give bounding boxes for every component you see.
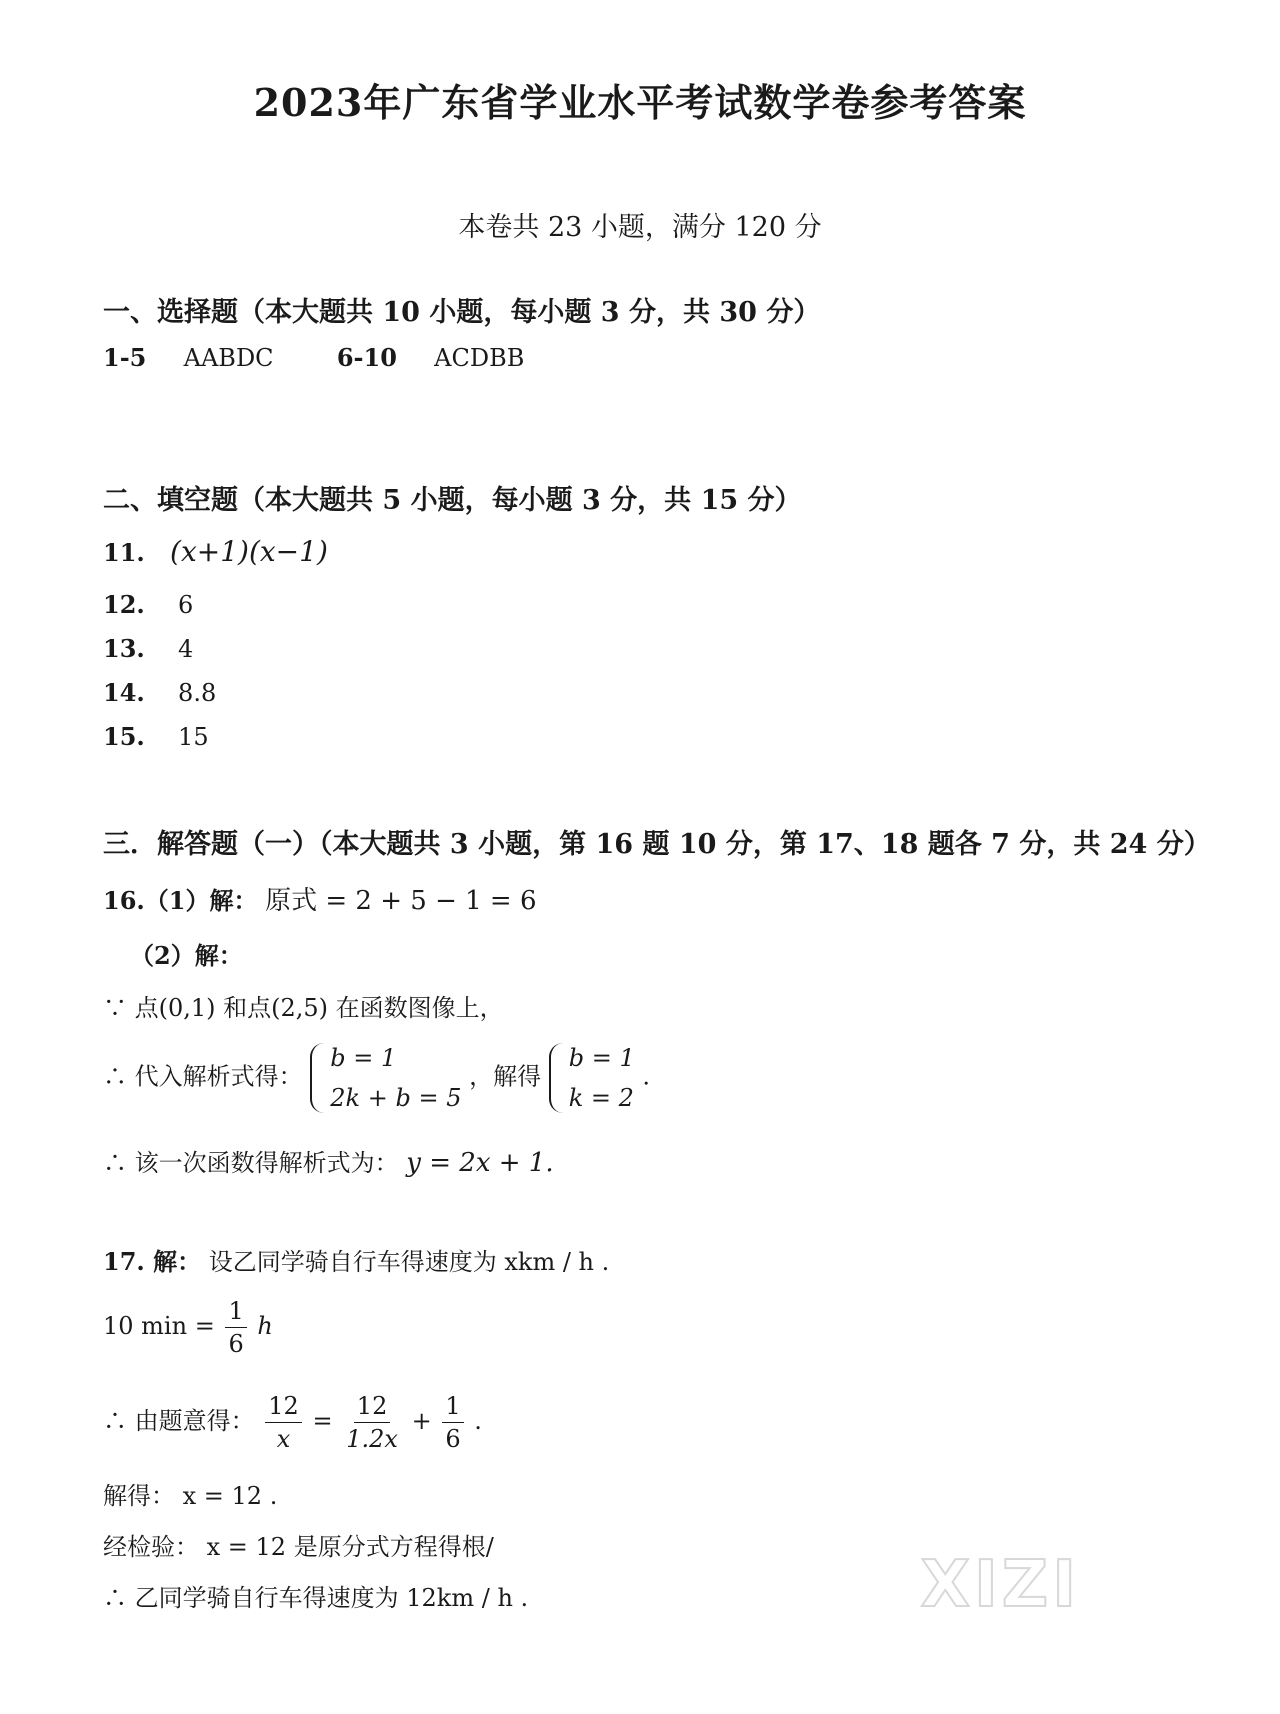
fill-item-13: [103, 634, 193, 663]
fraction-denominator: 6: [445, 1425, 461, 1453]
item-answer: 8.8: [178, 679, 217, 707]
q17-line3: [103, 1390, 482, 1455]
equals-sign: =: [312, 1407, 333, 1435]
fill-item-14: [103, 678, 216, 707]
q16-part1: [103, 880, 537, 917]
system1-row2: 2k + b = 5: [330, 1084, 462, 1112]
fraction-numerator: 1: [442, 1390, 463, 1423]
item-number: 13.: [103, 634, 145, 663]
q16-part1-text: 原式 = 2 + 5 − 1 = 6: [265, 886, 537, 916]
system2-row1: b = 1: [568, 1044, 635, 1072]
q16-line2-mid: ，解得: [469, 1062, 542, 1091]
q17-line4: 解得： x = 12 .: [103, 1482, 278, 1510]
fraction-one-sixth-2: [442, 1390, 463, 1455]
answers-1-5: AABDC: [183, 344, 274, 372]
brace-icon: [549, 1043, 565, 1113]
q16-line3: [103, 1143, 554, 1178]
item-number: 11.: [103, 538, 145, 567]
fraction-12-over-x: [265, 1390, 302, 1455]
q16-part2-label-text: （2）解：: [130, 941, 243, 970]
item-answer: (x+1)(x−1): [170, 535, 328, 568]
q17-line2: [103, 1295, 273, 1360]
plus-sign: +: [411, 1407, 432, 1435]
answers-label-1-5: 1-5: [103, 343, 147, 372]
q17-line3-prefix: ∴ 由题意得：: [103, 1407, 255, 1435]
fill-item-12: [103, 590, 193, 619]
section1-heading: 一、选择题（本大题共 10 小题，每小题 3 分，共 30 分）: [103, 297, 821, 328]
item-answer: 6: [178, 591, 194, 619]
section2-heading: 二、填空题（本大题共 5 小题，每小题 3 分，共 15 分）: [103, 485, 802, 516]
item-number: 14.: [103, 678, 145, 707]
fraction-12-over-1-2x: [343, 1390, 401, 1455]
fraction-numerator: 12: [354, 1390, 391, 1423]
answers-label-6-10: 6-10: [336, 343, 397, 372]
q17-line1-text: 设乙同学骑自行车得速度为 xkm / h .: [208, 1248, 610, 1276]
equation-system-1: [310, 1038, 461, 1118]
q16-line2-prefix: ∴ 代入解析式得：: [103, 1062, 303, 1091]
watermark-logo: XIZI: [920, 1548, 1080, 1622]
fraction-denominator: 1.2x: [346, 1425, 398, 1453]
q17-line2-right: h: [257, 1312, 273, 1340]
q17-line3-end: .: [474, 1407, 482, 1435]
fraction-denominator: x: [276, 1425, 291, 1453]
q17-line5: 经检验： x = 12 是原分式方程得根/: [103, 1533, 494, 1561]
item-number: 15.: [103, 722, 145, 751]
section1-answers: [103, 343, 524, 372]
section3-heading: 三．解答题（一）（本大题共 3 小题，第 16 题 10 分，第 17、18 题各 7 分，共 24 分）: [103, 829, 1211, 860]
fraction-one-sixth: [225, 1295, 246, 1360]
q16-part2-label: [130, 936, 243, 971]
q17-label: 17. 解：: [103, 1247, 202, 1276]
fill-item-15: [103, 722, 209, 751]
q16-line3-prefix: ∴ 该一次函数得解析式为：: [103, 1149, 399, 1177]
q16-part1-label: 16.（1）解：: [103, 886, 258, 915]
item-answer: 15: [178, 723, 209, 751]
item-answer: 4: [178, 635, 194, 663]
equation-system-2: [549, 1038, 635, 1118]
item-number: 12.: [103, 590, 145, 619]
system1-row1: b = 1: [330, 1044, 397, 1072]
q16-line1: ∵ 点(0,1) 和点(2,5) 在函数图像上，: [103, 994, 504, 1022]
q16-line2: [103, 1038, 650, 1118]
fraction-numerator: 1: [225, 1295, 246, 1328]
system2-row2: k = 2: [568, 1084, 634, 1112]
q17-line2-left: 10 min =: [103, 1312, 215, 1340]
fill-item-11: [103, 535, 328, 568]
fraction-numerator: 12: [265, 1390, 302, 1423]
answers-6-10: ACDBB: [434, 344, 525, 372]
document-title: 2023年广东省学业水平考试数学卷参考答案: [253, 80, 1027, 125]
q17-line6: ∴ 乙同学骑自行车得速度为 12km / h .: [103, 1584, 529, 1612]
q17-line1: [103, 1242, 609, 1277]
document-subtitle: 本卷共 23 小题，满分 120 分: [458, 212, 822, 243]
q16-line2-end: .: [642, 1062, 651, 1091]
q16-line3-eq: y = 2x + 1.: [406, 1148, 554, 1178]
fraction-denominator: 6: [228, 1330, 244, 1358]
brace-icon: [310, 1043, 326, 1113]
